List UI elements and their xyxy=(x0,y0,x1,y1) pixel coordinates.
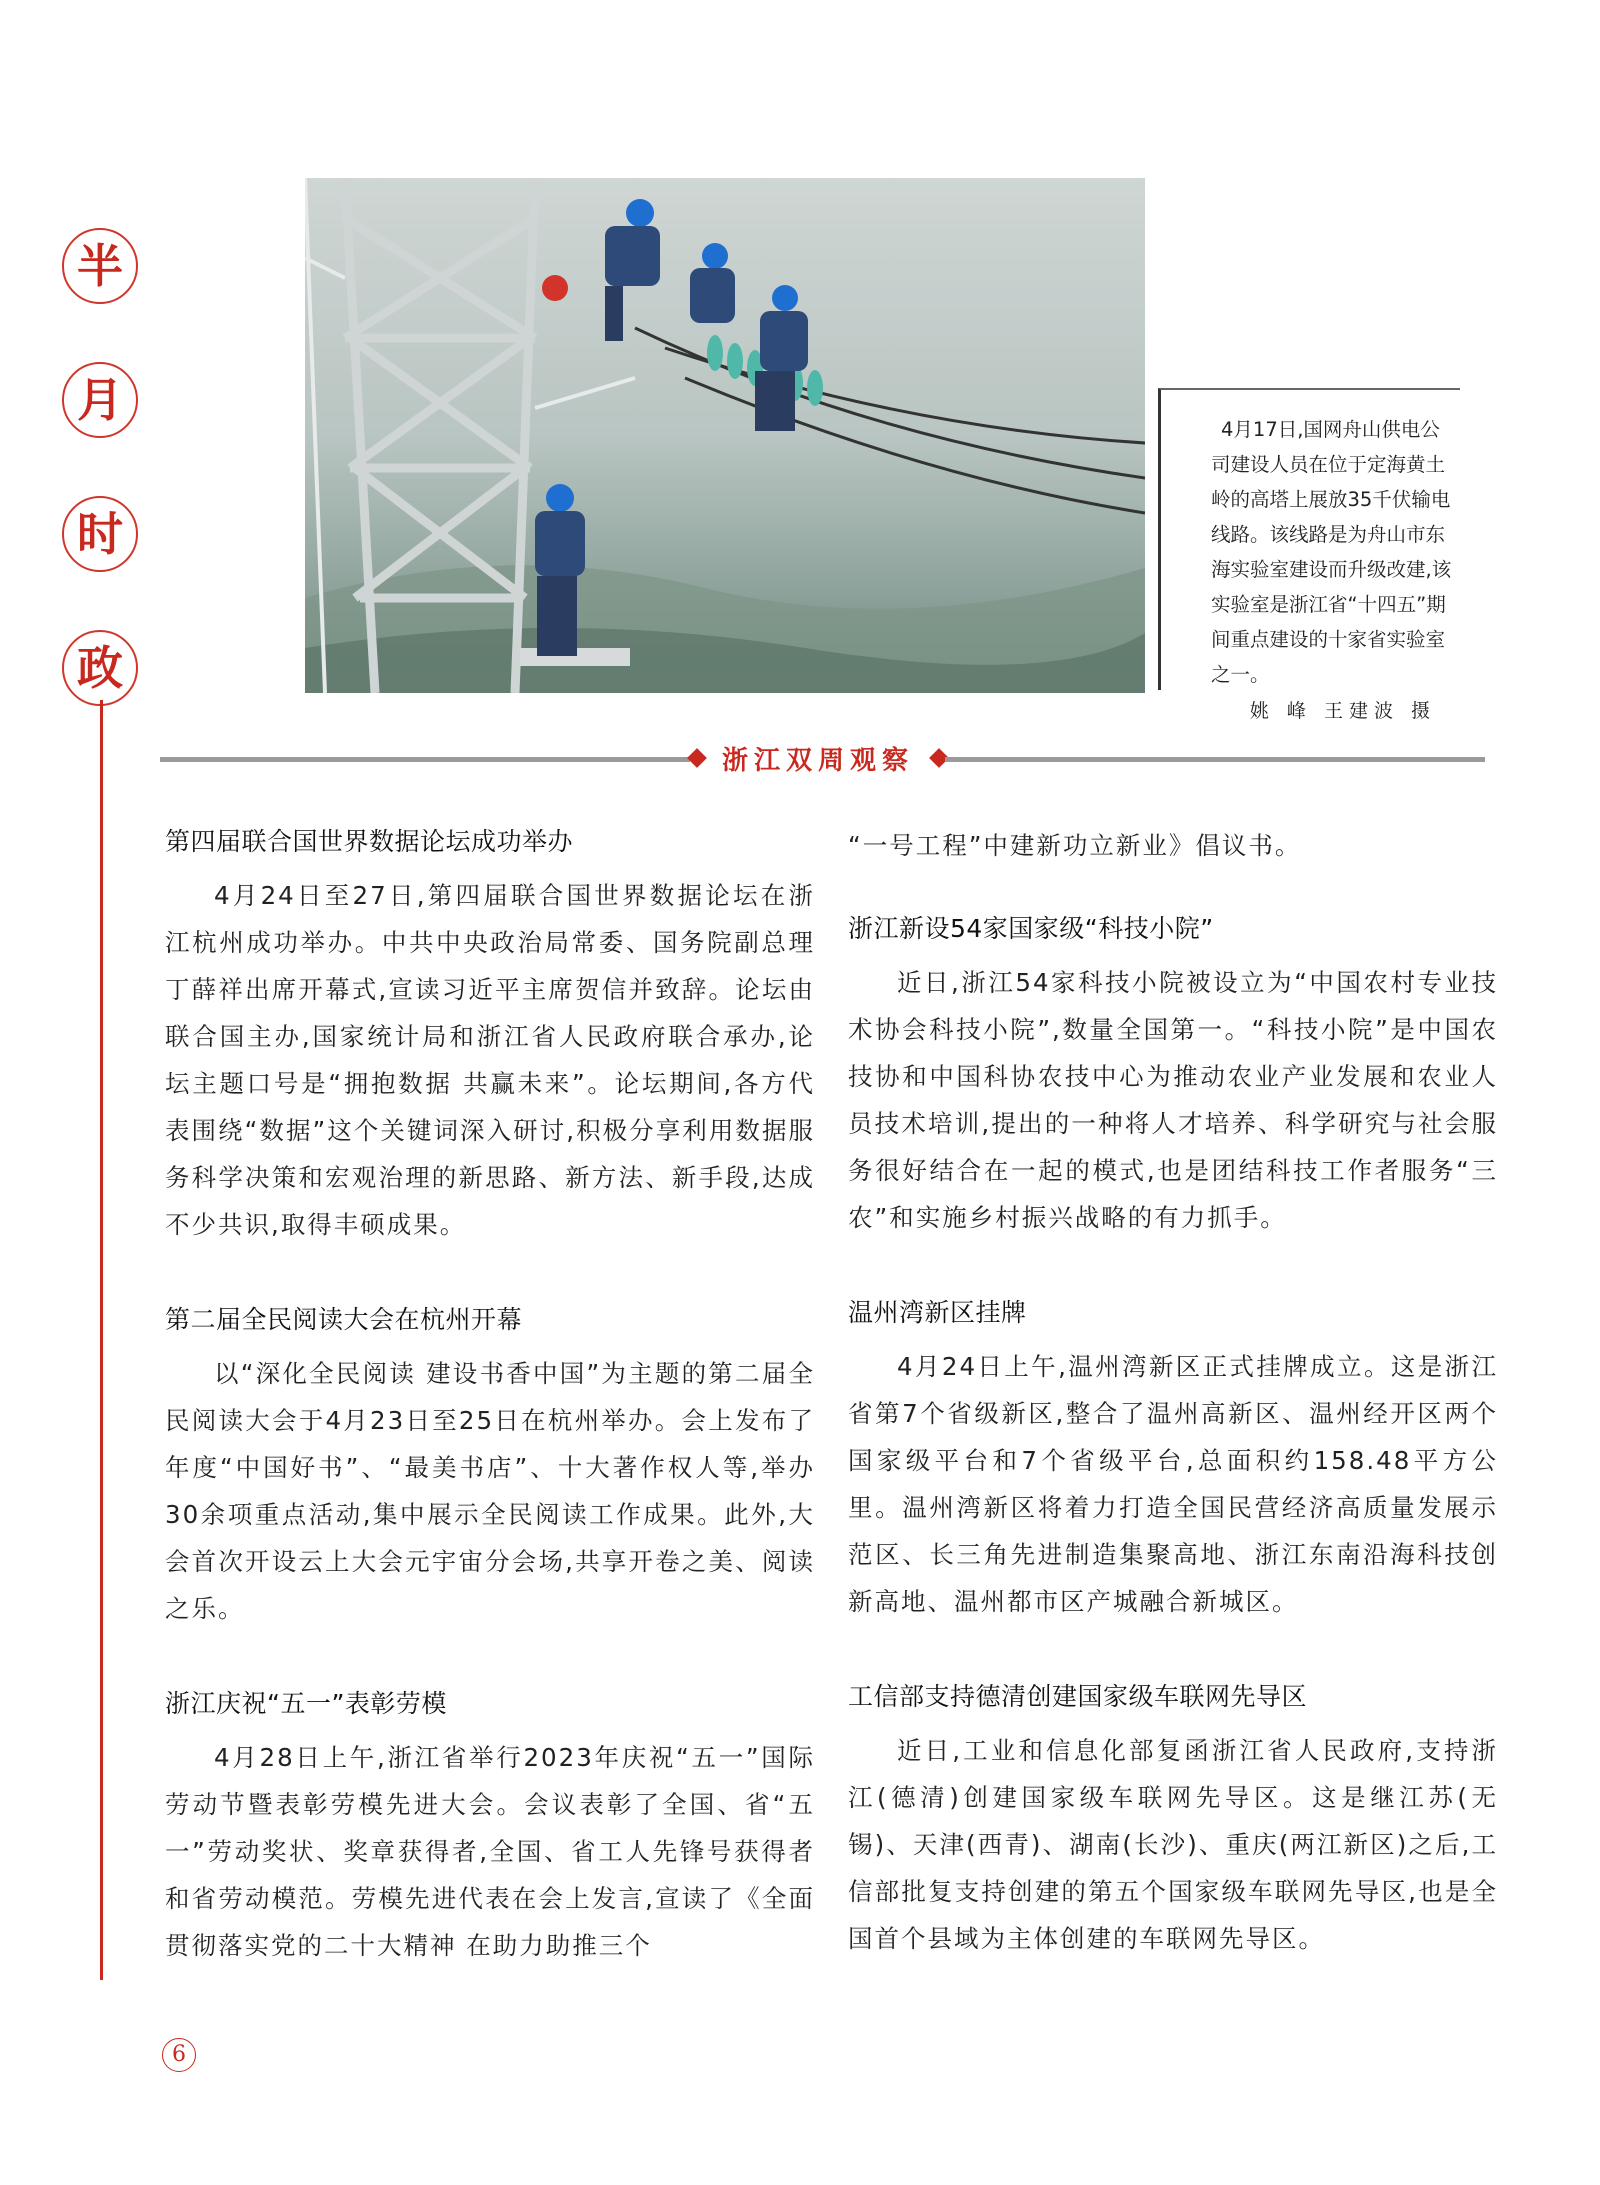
column-title-char: 时 xyxy=(62,496,138,572)
photo-illustration xyxy=(305,178,1145,693)
article-title: 第二届全民阅读大会在杭州开幕 xyxy=(165,1305,523,1334)
article xyxy=(848,1293,1498,1625)
left-column xyxy=(165,822,815,2021)
article xyxy=(165,822,815,1248)
photo-caption: 4月17日,国网舟山供电公司建设人员在位于定海黄土岭的高塔上展放35千伏输电线路。该线路是为舟山市东海实验室建设而升级改建,该实验室是浙江省“十四五”期间重点建设的十家省实验室之一。 xyxy=(1211,418,1452,686)
article-title: 第四届联合国世界数据论坛成功举办 xyxy=(165,827,574,856)
section-rule-right xyxy=(945,757,1485,762)
article-title: 浙江新设54家国家级“科技小院” xyxy=(848,914,1214,943)
column-title xyxy=(62,228,142,764)
article-title: 浙江庆祝“五一”表彰劳模 xyxy=(165,1689,447,1718)
article-body: 近日,工业和信息化部复函浙江省人民政府,支持浙江(德清)创建国家级车联网先导区。这是继江苏(无锡)、天津(西青)、湖南(长沙)、重庆(两江新区)之后,工信部批复支持创建的第五个国家级车联网先导区,也是全国首个县域为主体创建的车联网先导区。 xyxy=(848,1736,1498,1953)
vertical-divider xyxy=(100,700,103,1980)
column-title-char: 政 xyxy=(62,630,138,706)
page-number: 6 xyxy=(162,2038,196,2072)
article xyxy=(848,1677,1498,1962)
column-title-char: 月 xyxy=(62,362,138,438)
article xyxy=(165,1300,815,1632)
news-photo xyxy=(305,178,1145,693)
photo-caption-box xyxy=(1158,388,1460,722)
section-rule-left xyxy=(160,757,690,762)
article-continuation xyxy=(848,822,1498,869)
article-body: 以“深化全民阅读 建设书香中国”为主题的第二届全民阅读大会于4月23日至25日在杭州举办。会上发布了年度“中国好书”、“最美书店”、十大著作权人等,举办30余项重点活动,集中展示全民阅读工作成果。此外,大会首次开设云上大会元宇宙分会场,共享开卷之美、阅读之乐。 xyxy=(165,1359,815,1623)
right-column xyxy=(848,822,1498,2014)
article-body: “一号工程”中建新功立新业》倡议书。 xyxy=(848,831,1302,860)
column-title-char: 半 xyxy=(62,228,138,304)
section-label: 浙江双周观察 xyxy=(721,746,914,776)
photo-credit: 姚 峰 王建波 摄 xyxy=(1249,700,1436,722)
article-body: 近日,浙江54家科技小院被设立为“中国农村专业技术协会科技小院”,数量全国第一。“科技小院”是中国农技协和中国科协农技中心为推动农业产业发展和农业人员技术培训,提出的一种将人才培养、科学研究与社会服务很好结合在一起的模式,也是团结科技工作者服务“三农”和实施乡村振兴战略的有力抓手。 xyxy=(848,968,1498,1232)
article-title: 温州湾新区挂牌 xyxy=(848,1298,1027,1327)
article-body: 4月28日上午,浙江省举行2023年庆祝“五一”国际劳动节暨表彰劳模先进大会。会议表彰了全国、省“五一”劳动奖状、奖章获得者,全国、省工人先锋号获得者和省劳动模范。劳模先进代表在会上发言,宣读了《全面贯彻落实党的二十大精神 在助力助推三个 xyxy=(165,1743,815,1960)
article-title: 工信部支持德清创建国家级车联网先导区 xyxy=(848,1682,1308,1711)
article-body: 4月24日至27日,第四届联合国世界数据论坛在浙江杭州成功举办。中共中央政治局常委、国务院副总理丁薛祥出席开幕式,宣读习近平主席贺信并致辞。论坛由联合国主办,国家统计局和浙江省人民政府联合承办,论坛主题口号是“拥抱数据 共赢未来”。论坛期间,各方代表围绕“数据”这个关键词深入研讨,积极分享利用数据服务科学决策和宏观治理的新思路、新方法、新手段,达成不少共识,取得丰硕成果。 xyxy=(165,881,815,1239)
article xyxy=(848,909,1498,1241)
article-body: 4月24日上午,温州湾新区正式挂牌成立。这是浙江省第7个省级新区,整合了温州高新区、温州经开区两个国家级平台和7个省级平台,总面积约158.48平方公里。温州湾新区将着力打造全国民营经济高质量发展示范区、长三角先进制造集聚高地、浙江东南沿海科技创新高地、温州都市区产城融合新城区。 xyxy=(848,1352,1498,1616)
article xyxy=(165,1684,815,1969)
